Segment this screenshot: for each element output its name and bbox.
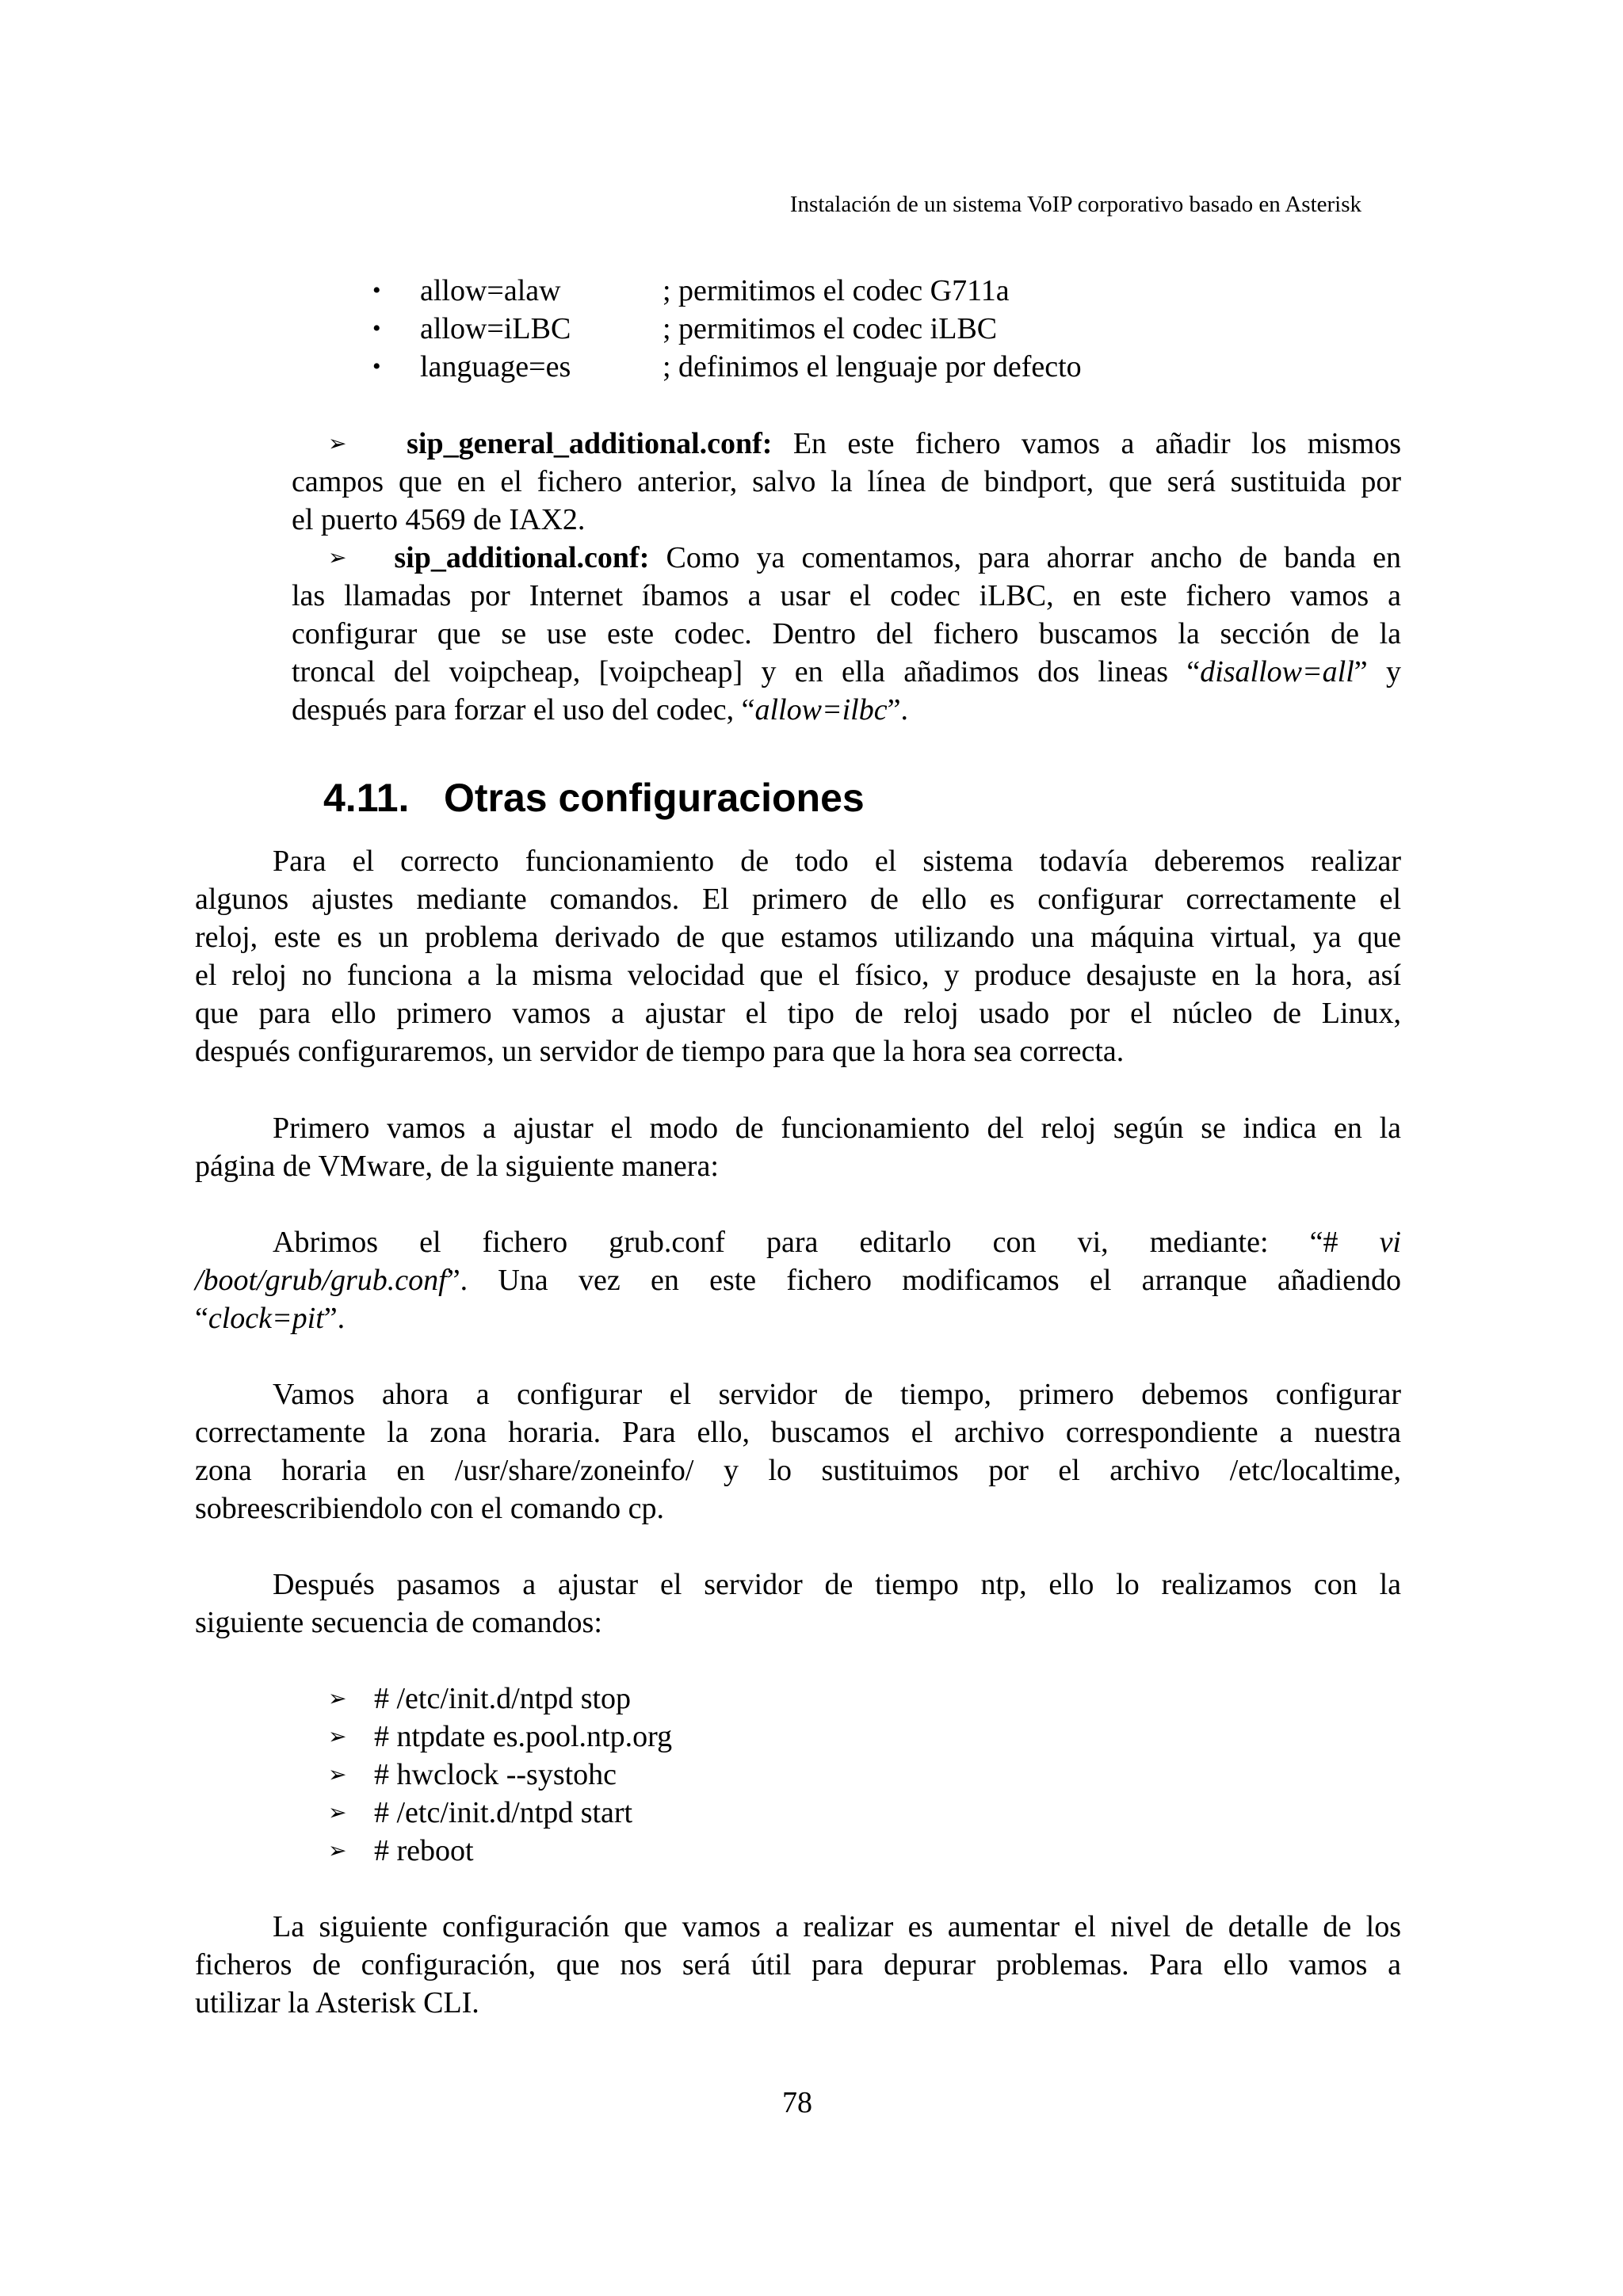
section-number: 4.11. [323, 776, 410, 820]
config-comment: ; permitimos el codec G711a [663, 274, 1010, 307]
paragraph-line: Primero vamos a ajustar el modo de funcionamiento del reloj según se indica en la [273, 1112, 1401, 1145]
arrow-bullet-icon: ➢ [328, 1723, 347, 1749]
command-item [328, 1794, 632, 1832]
paragraph-line: reloj, este es un problema derivado de que estamos utilizando una máquina virtual, ya que [195, 921, 1401, 954]
command-item [328, 1680, 631, 1718]
paragraph-line: La siguiente configuración que vamos a realizar es aumentar el nivel de detalle de los [273, 1910, 1401, 1943]
paragraph-line: siguiente secuencia de comandos: [195, 1606, 602, 1639]
paragraph-line: Vamos ahora a configurar el servidor de tiempo, primero debemos configurar [273, 1378, 1401, 1411]
config-comment: ; definimos el lenguaje por defecto [663, 350, 1082, 383]
paragraph-line: algunos ajustes mediante comandos. El primero de ello es configurar correctamente el [195, 883, 1401, 916]
command-text: # reboot [374, 1834, 474, 1867]
section-title: Otras configuraciones [444, 776, 865, 820]
paragraph-line: zona horaria en /usr/share/zoneinfo/ y lo sustituimos por el archivo /etc/localtime, [195, 1454, 1401, 1487]
config-key: language=es [420, 350, 571, 383]
paragraph-line: que para ello primero vamos a ajustar el tipo de reloj usado por el núcleo de Linux, [195, 997, 1401, 1030]
config-filename: sip_additional.conf: [394, 541, 650, 574]
arrow-bullet-icon: ➢ [328, 544, 347, 570]
config-comment: ; permitimos el codec iLBC [663, 312, 998, 345]
sip-general-item-line: ➢ sip_general_additional.conf: En este fichero vamos a añadir los mismos [328, 425, 1401, 463]
config-key: allow=iLBC [420, 312, 571, 345]
arrow-bullet-icon: ➢ [328, 1837, 347, 1863]
sip-general-text-line: campos que en el fichero anterior, salvo la línea de bindport, que será sustituida por [292, 465, 1401, 498]
paragraph-line: ficheros de configuración, que nos será útil para depurar problemas. Para ello vamos a [195, 1948, 1401, 1981]
paragraph-line: utilizar la Asterisk CLI. [195, 1986, 479, 2019]
arrow-bullet-icon: ➢ [328, 1761, 347, 1787]
arrow-bullet-icon: ➢ [328, 430, 347, 456]
command-item [328, 1718, 672, 1756]
command-text: # ntpdate es.pool.ntp.org [374, 1720, 673, 1753]
section-heading [323, 775, 865, 821]
sip-additional-text-line: configurar que se use este codec. Dentro del fichero buscamos la sección de la [292, 617, 1401, 650]
sip-general-text-line: el puerto 4569 de IAX2. [292, 503, 586, 536]
command-text: # hwclock --systohc [374, 1758, 617, 1791]
page-number: 78 [782, 2086, 812, 2119]
command-item [328, 1756, 617, 1794]
sip-additional-item-line: ➢ sip_additional.conf: Como ya comentamos, para ahorrar ancho de banda en [328, 539, 1401, 577]
config-key: allow=alaw [420, 274, 561, 307]
paragraph-line: /boot/grub/grub.conf”. Una vez en este fichero modificamos el arranque añadiendo [195, 1264, 1401, 1297]
config-filename: sip_general_additional.conf: [407, 427, 773, 460]
paragraph-line: Abrimos el fichero grub.conf para editarlo con vi, mediante: “# vi [273, 1226, 1401, 1259]
bullet-icon: • [372, 353, 381, 379]
arrow-bullet-icon: ➢ [328, 1685, 347, 1711]
sip-additional-text-line: troncal del voipcheap, [voipcheap] y en ella añadimos dos lineas “disallow=all” y [292, 655, 1401, 688]
paragraph-line: página de VMware, de la siguiente manera: [195, 1150, 719, 1183]
paragraph-line: Después pasamos a ajustar el servidor de tiempo ntp, ello lo realizamos con la [273, 1568, 1401, 1601]
arrow-bullet-icon: ➢ [328, 1799, 347, 1825]
command-text: # /etc/init.d/ntpd stop [374, 1682, 632, 1715]
paragraph-line: después configuraremos, un servidor de tiempo para que la hora sea correcta. [195, 1035, 1125, 1068]
paragraph-line: el reloj no funciona a la misma velocidad que el físico, y produce desajuste en la hora, así [195, 959, 1401, 992]
command-text: # /etc/init.d/ntpd start [374, 1796, 633, 1829]
paragraph-line: sobreescribiendolo con el comando cp. [195, 1492, 664, 1525]
paragraph-line: “clock=pit”. [195, 1302, 346, 1335]
command-item [328, 1832, 474, 1870]
bullet-icon: • [372, 315, 381, 341]
bullet-icon: • [372, 277, 381, 303]
paragraph-line: Para el correcto funcionamiento de todo el sistema todavía deberemos realizar [273, 845, 1401, 878]
running-header: Instalación de un sistema VoIP corporativo basado en Asterisk [789, 192, 1361, 217]
paragraph-line: correctamente la zona horaria. Para ello, buscamos el archivo correspondiente a nuestra [195, 1416, 1401, 1449]
sip-additional-text-line: después para forzar el uso del codec, “allow=ilbc”. [292, 693, 908, 727]
sip-additional-text-line: las llamadas por Internet íbamos a usar el codec iLBC, en este fichero vamos a [292, 579, 1401, 612]
